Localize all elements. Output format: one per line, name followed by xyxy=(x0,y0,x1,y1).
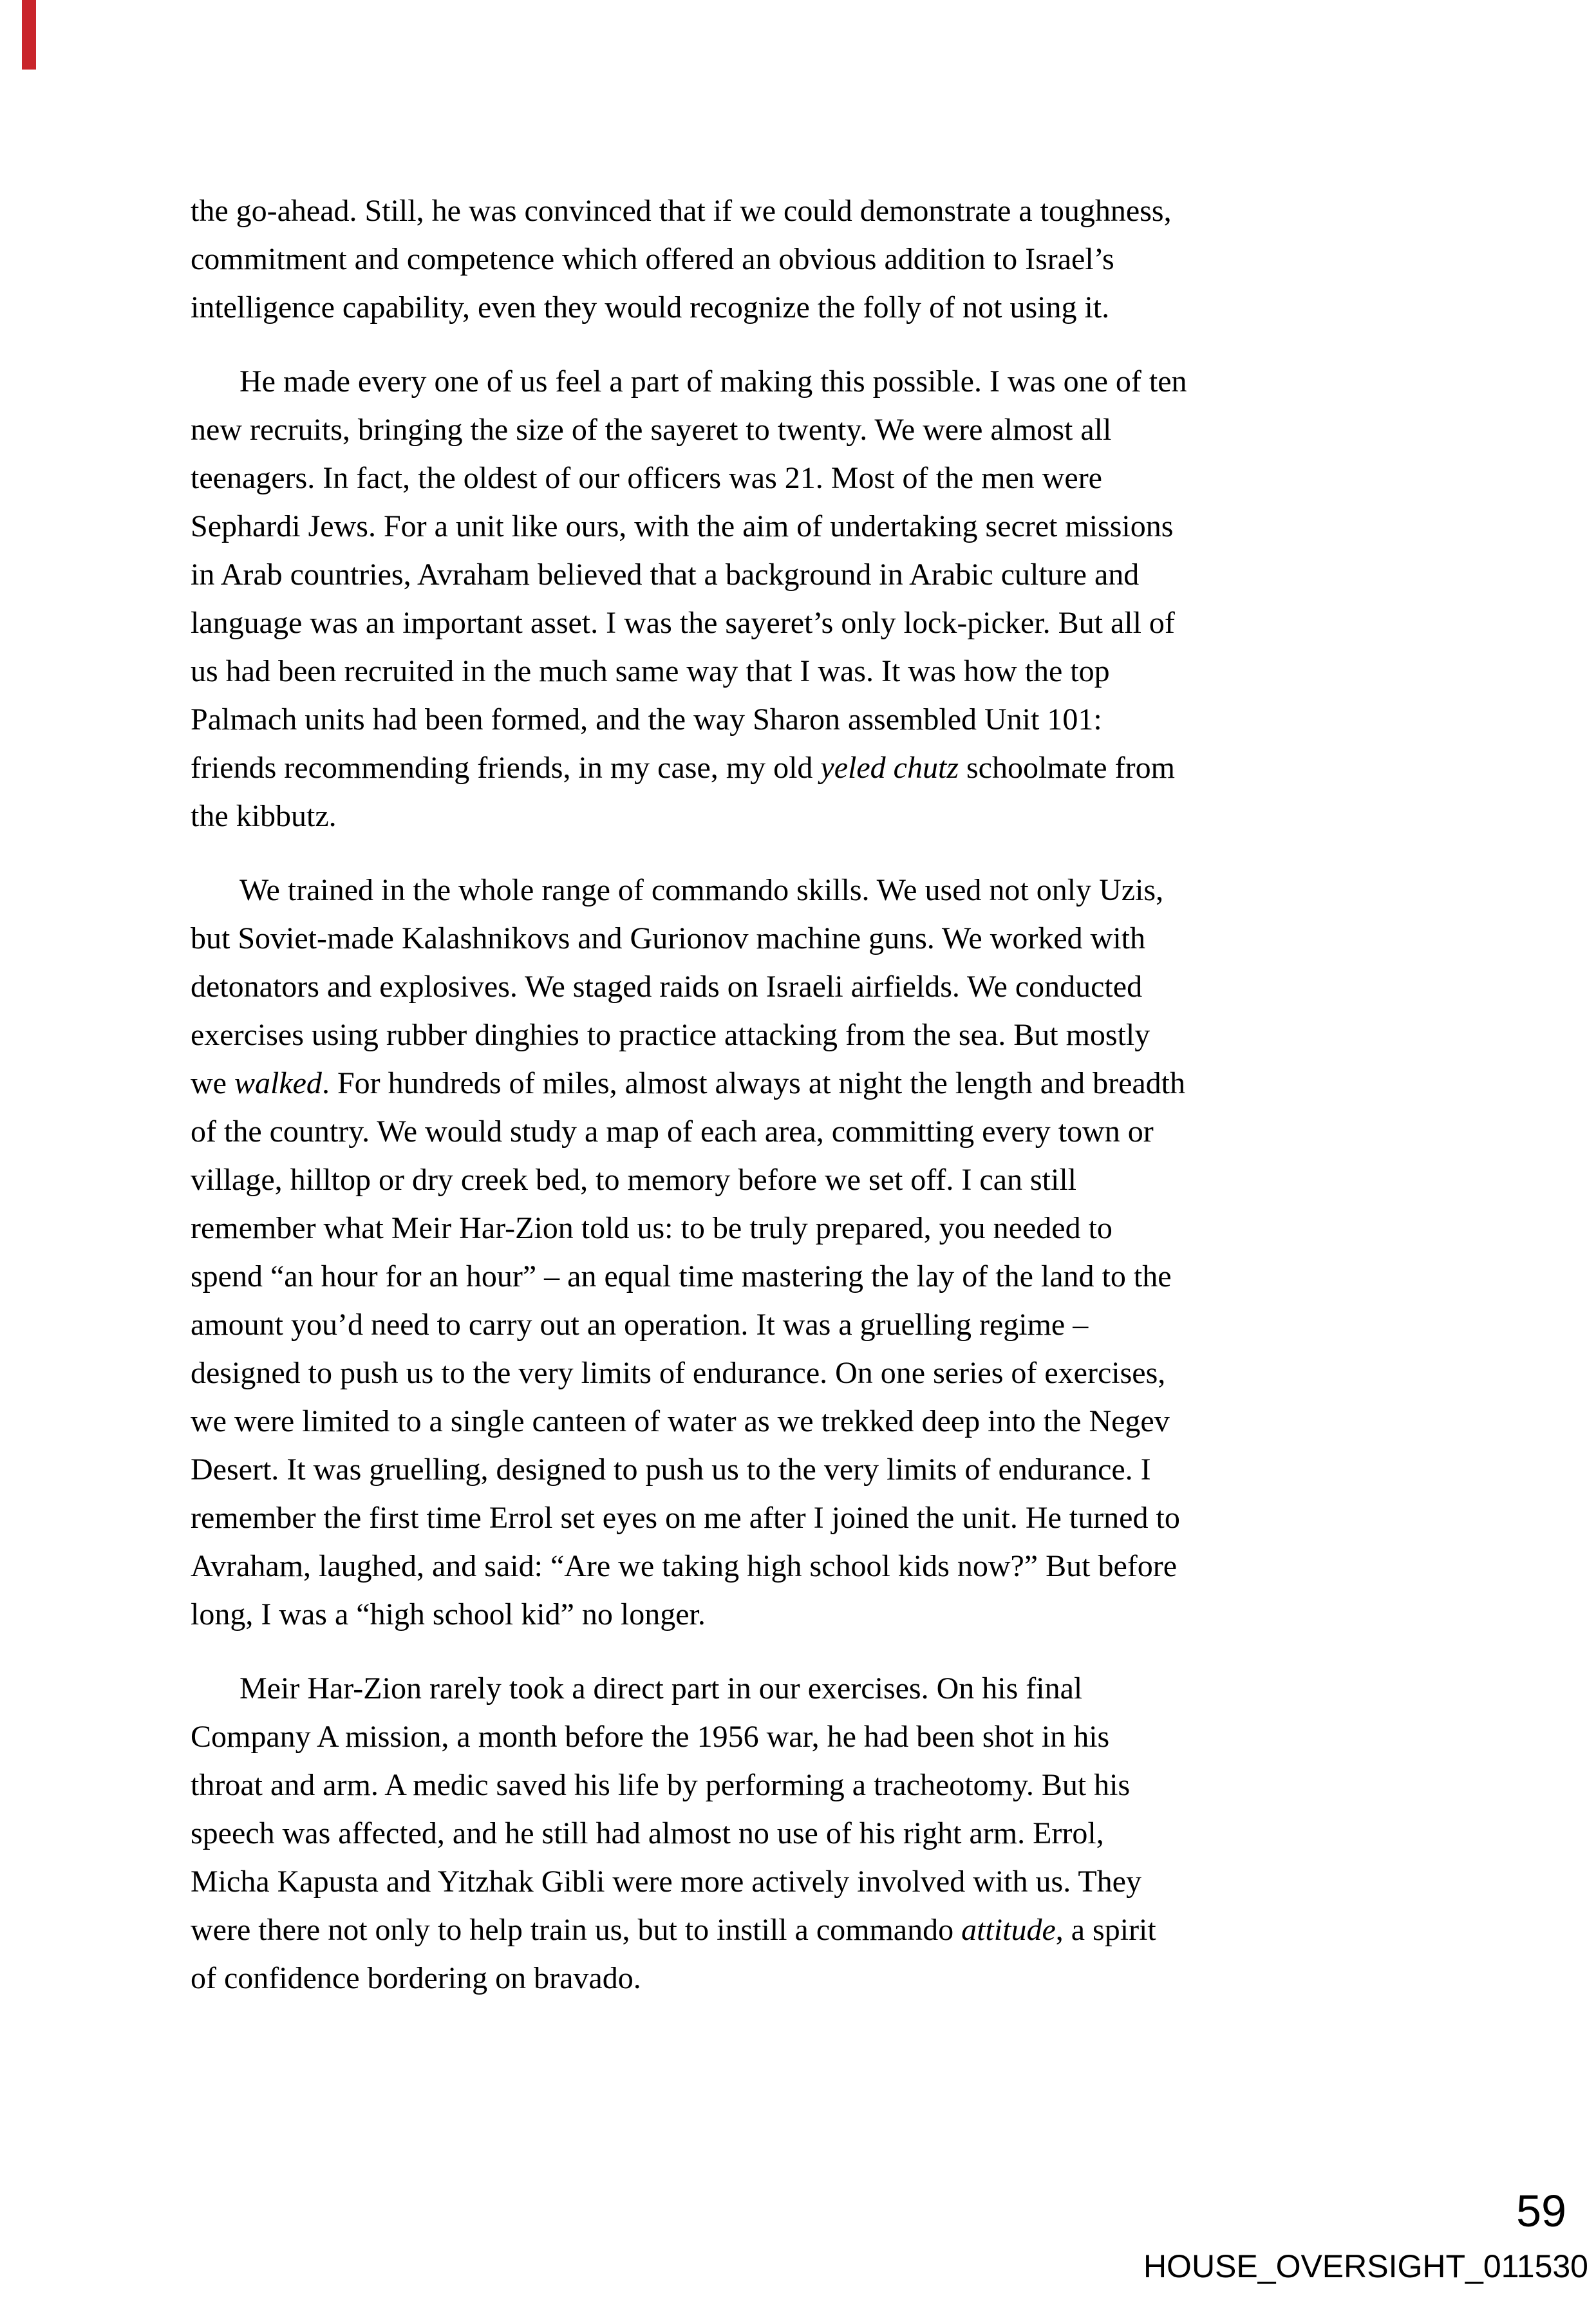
text-line: Company A mission, a month before the 1956 war, he had been shot in his xyxy=(191,1720,1110,1754)
text-line: Avraham, laughed, and said: “Are we taking high school kids now?” But before xyxy=(191,1549,1178,1583)
text-line: teenagers. In fact, the oldest of our officers was 21. Most of the men were xyxy=(191,461,1102,495)
text-line: but Soviet-made Kalashnikovs and Gurionov machine guns. We worked with xyxy=(191,921,1145,955)
text-line: spend “an hour for an hour” – an equal time mastering the lay of the land to the xyxy=(191,1259,1172,1293)
bates-number: HOUSE_OVERSIGHT_011530 xyxy=(1143,2248,1588,2284)
text-line: throat and arm. A medic saved his life by performing a tracheotomy. But his xyxy=(191,1768,1131,1802)
paragraph xyxy=(191,1664,1472,2002)
text-line: We trained in the whole range of commando skills. We used not only Uzis, xyxy=(239,873,1164,907)
text-line: intelligence capability, even they would recognize the folly of not using it. xyxy=(191,290,1110,324)
text-line: the go-ahead. Still, he was convinced that if we could demonstrate a toughness, xyxy=(191,194,1172,228)
text-line: He made every one of us feel a part of making this possible. I was one of ten xyxy=(239,364,1187,399)
text-line: new recruits, bringing the size of the sayeret to twenty. We were almost all xyxy=(191,413,1112,447)
text-line: the kibbutz. xyxy=(191,799,337,833)
text-line: remember the first time Errol set eyes on me after I joined the unit. He turned to xyxy=(191,1501,1180,1535)
text-line: friends recommending friends, in my case, my old yeled chutz schoolmate from xyxy=(191,751,1175,785)
text-line: remember what Meir Har-Zion told us: to be truly prepared, you needed to xyxy=(191,1211,1113,1245)
text-line: we were limited to a single canteen of water as we trekked deep into the Negev xyxy=(191,1404,1170,1438)
text-line: Sephardi Jews. For a unit like ours, with the aim of undertaking secret missions xyxy=(191,509,1174,543)
paragraph xyxy=(191,357,1472,840)
text-line: language was an important asset. I was the sayeret’s only lock-picker. But all of xyxy=(191,606,1175,640)
text-line: in Arab countries, Avraham believed that a background in Arabic culture and xyxy=(191,558,1140,592)
text-line: Desert. It was gruelling, designed to push us to the very limits of endurance. I xyxy=(191,1452,1151,1487)
text-line: Palmach units had been formed, and the way Sharon assembled Unit 101: xyxy=(191,702,1102,737)
text-line: amount you’d need to carry out an operation. It was a gruelling regime – xyxy=(191,1308,1089,1342)
text-line: detonators and explosives. We staged raids on Israeli airfields. We conducted xyxy=(191,970,1143,1004)
text-line: were there not only to help train us, but to instill a commando attitude, a spirit xyxy=(191,1913,1156,1947)
body-text xyxy=(191,187,1472,2002)
text-line: us had been recruited in the much same way that I was. It was how the top xyxy=(191,654,1110,688)
text-line: commitment and competence which offered an obvious addition to Israel’s xyxy=(191,242,1114,276)
text-line: of confidence bordering on bravado. xyxy=(191,1961,641,1995)
paragraph xyxy=(191,187,1472,332)
text-line: we walked. For hundreds of miles, almost always at night the length and breadth xyxy=(191,1066,1186,1100)
page-number: 59 xyxy=(1516,2186,1566,2236)
text-line: Micha Kapusta and Yitzhak Gibli were more actively involved with us. They xyxy=(191,1865,1141,1899)
text-line: speech was affected, and he still had almost no use of his right arm. Errol, xyxy=(191,1816,1104,1850)
text-line: exercises using rubber dinghies to practice attacking from the sea. But mostly xyxy=(191,1018,1150,1052)
text-line: Meir Har-Zion rarely took a direct part in our exercises. On his final xyxy=(239,1671,1083,1706)
text-line: long, I was a “high school kid” no longer. xyxy=(191,1597,706,1631)
text-line: of the country. We would study a map of each area, committing every town or xyxy=(191,1114,1154,1149)
paragraph xyxy=(191,866,1472,1639)
text-line: designed to push us to the very limits of endurance. On one series of exercises, xyxy=(191,1356,1166,1390)
text-line: village, hilltop or dry creek bed, to memory before we set off. I can still xyxy=(191,1163,1077,1197)
red-margin-mark xyxy=(22,0,36,70)
